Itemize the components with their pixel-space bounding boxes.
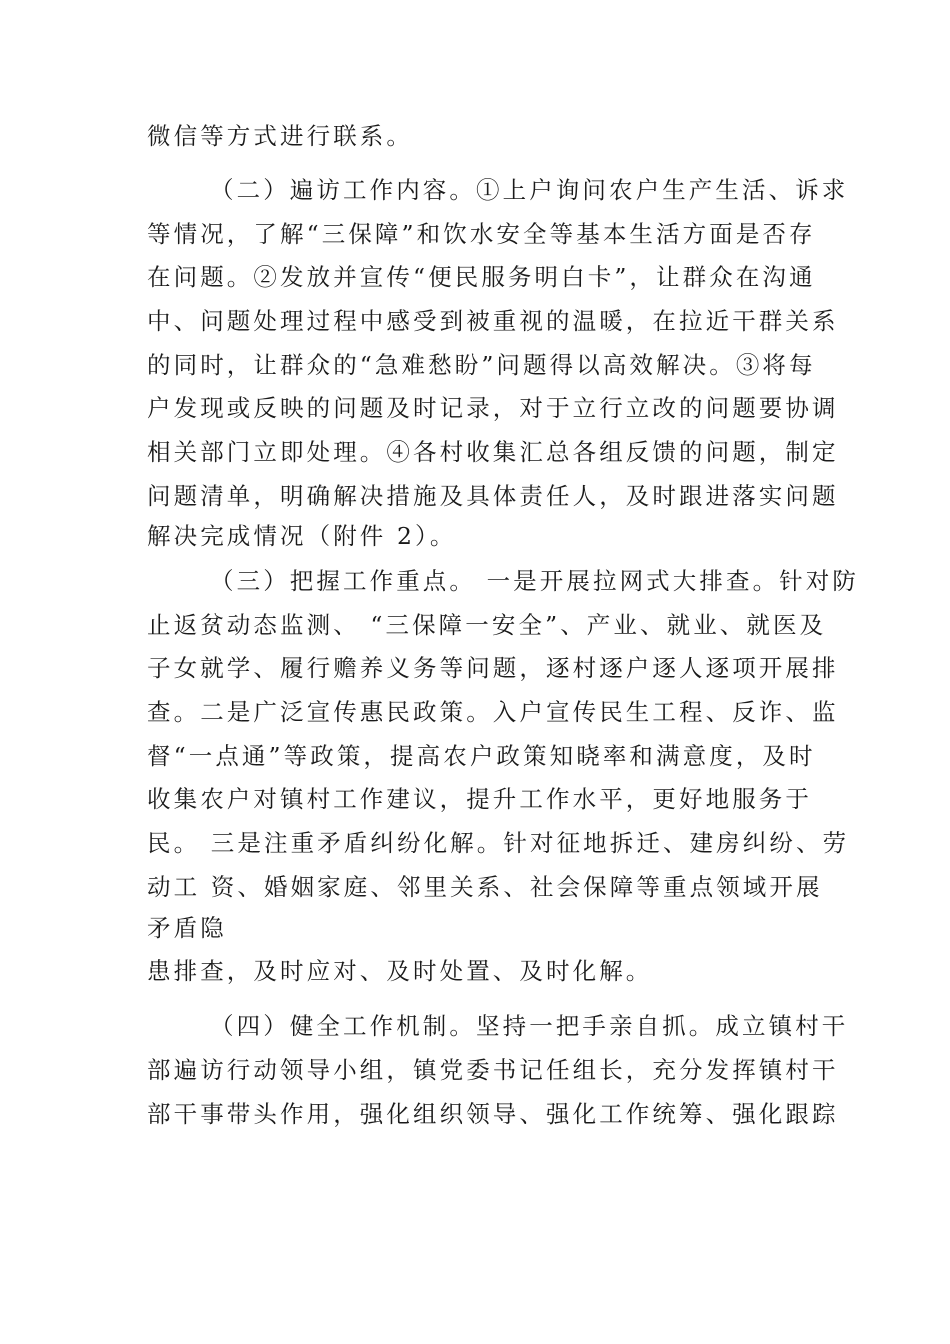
text-line: 部遍访行动领导小组，镇党委书记任组长，充分发挥镇村干: [147, 1056, 839, 1084]
text-line: 部干事带头作用，强化组织领导、强化工作统筹、强化跟踪: [147, 1100, 839, 1128]
text-line: 患排查，及时应对、及时处置、及时化解。: [147, 957, 653, 985]
text-line: 矛盾隐: [147, 914, 227, 942]
text-line: 查。二是广泛宣传惠民政策。入户宣传民生工程、反诈、监: [147, 698, 839, 726]
text-line: 问题清单，明确解决措施及具体责任人，及时跟进落实问题: [147, 482, 839, 510]
text-line: 督“一点通”等政策，提高农户政策知晓率和满意度，及时: [147, 742, 816, 770]
text-line: 等情况，了解“三保障”和饮水安全等基本生活方面是否存: [147, 220, 816, 248]
text-line: （二）遍访工作内容。①上户询问农户生产生活、诉求: [210, 176, 849, 204]
text-line: 收集农户对镇村工作建议，提升工作水平，更好地服务于: [147, 785, 812, 813]
text-line: 止返贫动态监测、 “三保障一安全”、产业、就业、就医及: [147, 611, 827, 639]
text-line: 动工 资、婚姻家庭、邻里关系、社会保障等重点领域开展: [147, 873, 823, 901]
text-line: 相关部门立即处理。④各村收集汇总各组反馈的问题，制定: [147, 438, 839, 466]
text-line: 在问题。②发放并宣传“便民服务明白卡”，让群众在沟通: [147, 263, 816, 291]
text-line: 的同时，让群众的“急难愁盼”问题得以高效解决。③将每: [147, 351, 816, 379]
text-line: 民。 三是注重矛盾纠纷化解。针对征地拆迁、建房纠纷、劳: [147, 829, 850, 857]
text-line: 户发现或反映的问题及时记录，对于立行立改的问题要协调: [147, 394, 839, 422]
text-line: 解决完成情况（附件 2）。: [147, 522, 457, 550]
text-line: （四）健全工作机制。坚持一把手亲自抓。成立镇村干: [210, 1012, 849, 1040]
text-line: 子女就学、履行赡养义务等问题，逐村逐户逐人逐项开展排: [147, 654, 839, 682]
text-line: （三）把握工作重点。 一是开展拉网式大排查。针对防: [210, 567, 859, 595]
text-line: 中、问题处理过程中感受到被重视的温暖，在拉近干群关系: [147, 307, 839, 335]
text-line: 微信等方式进行联系。: [147, 122, 413, 150]
